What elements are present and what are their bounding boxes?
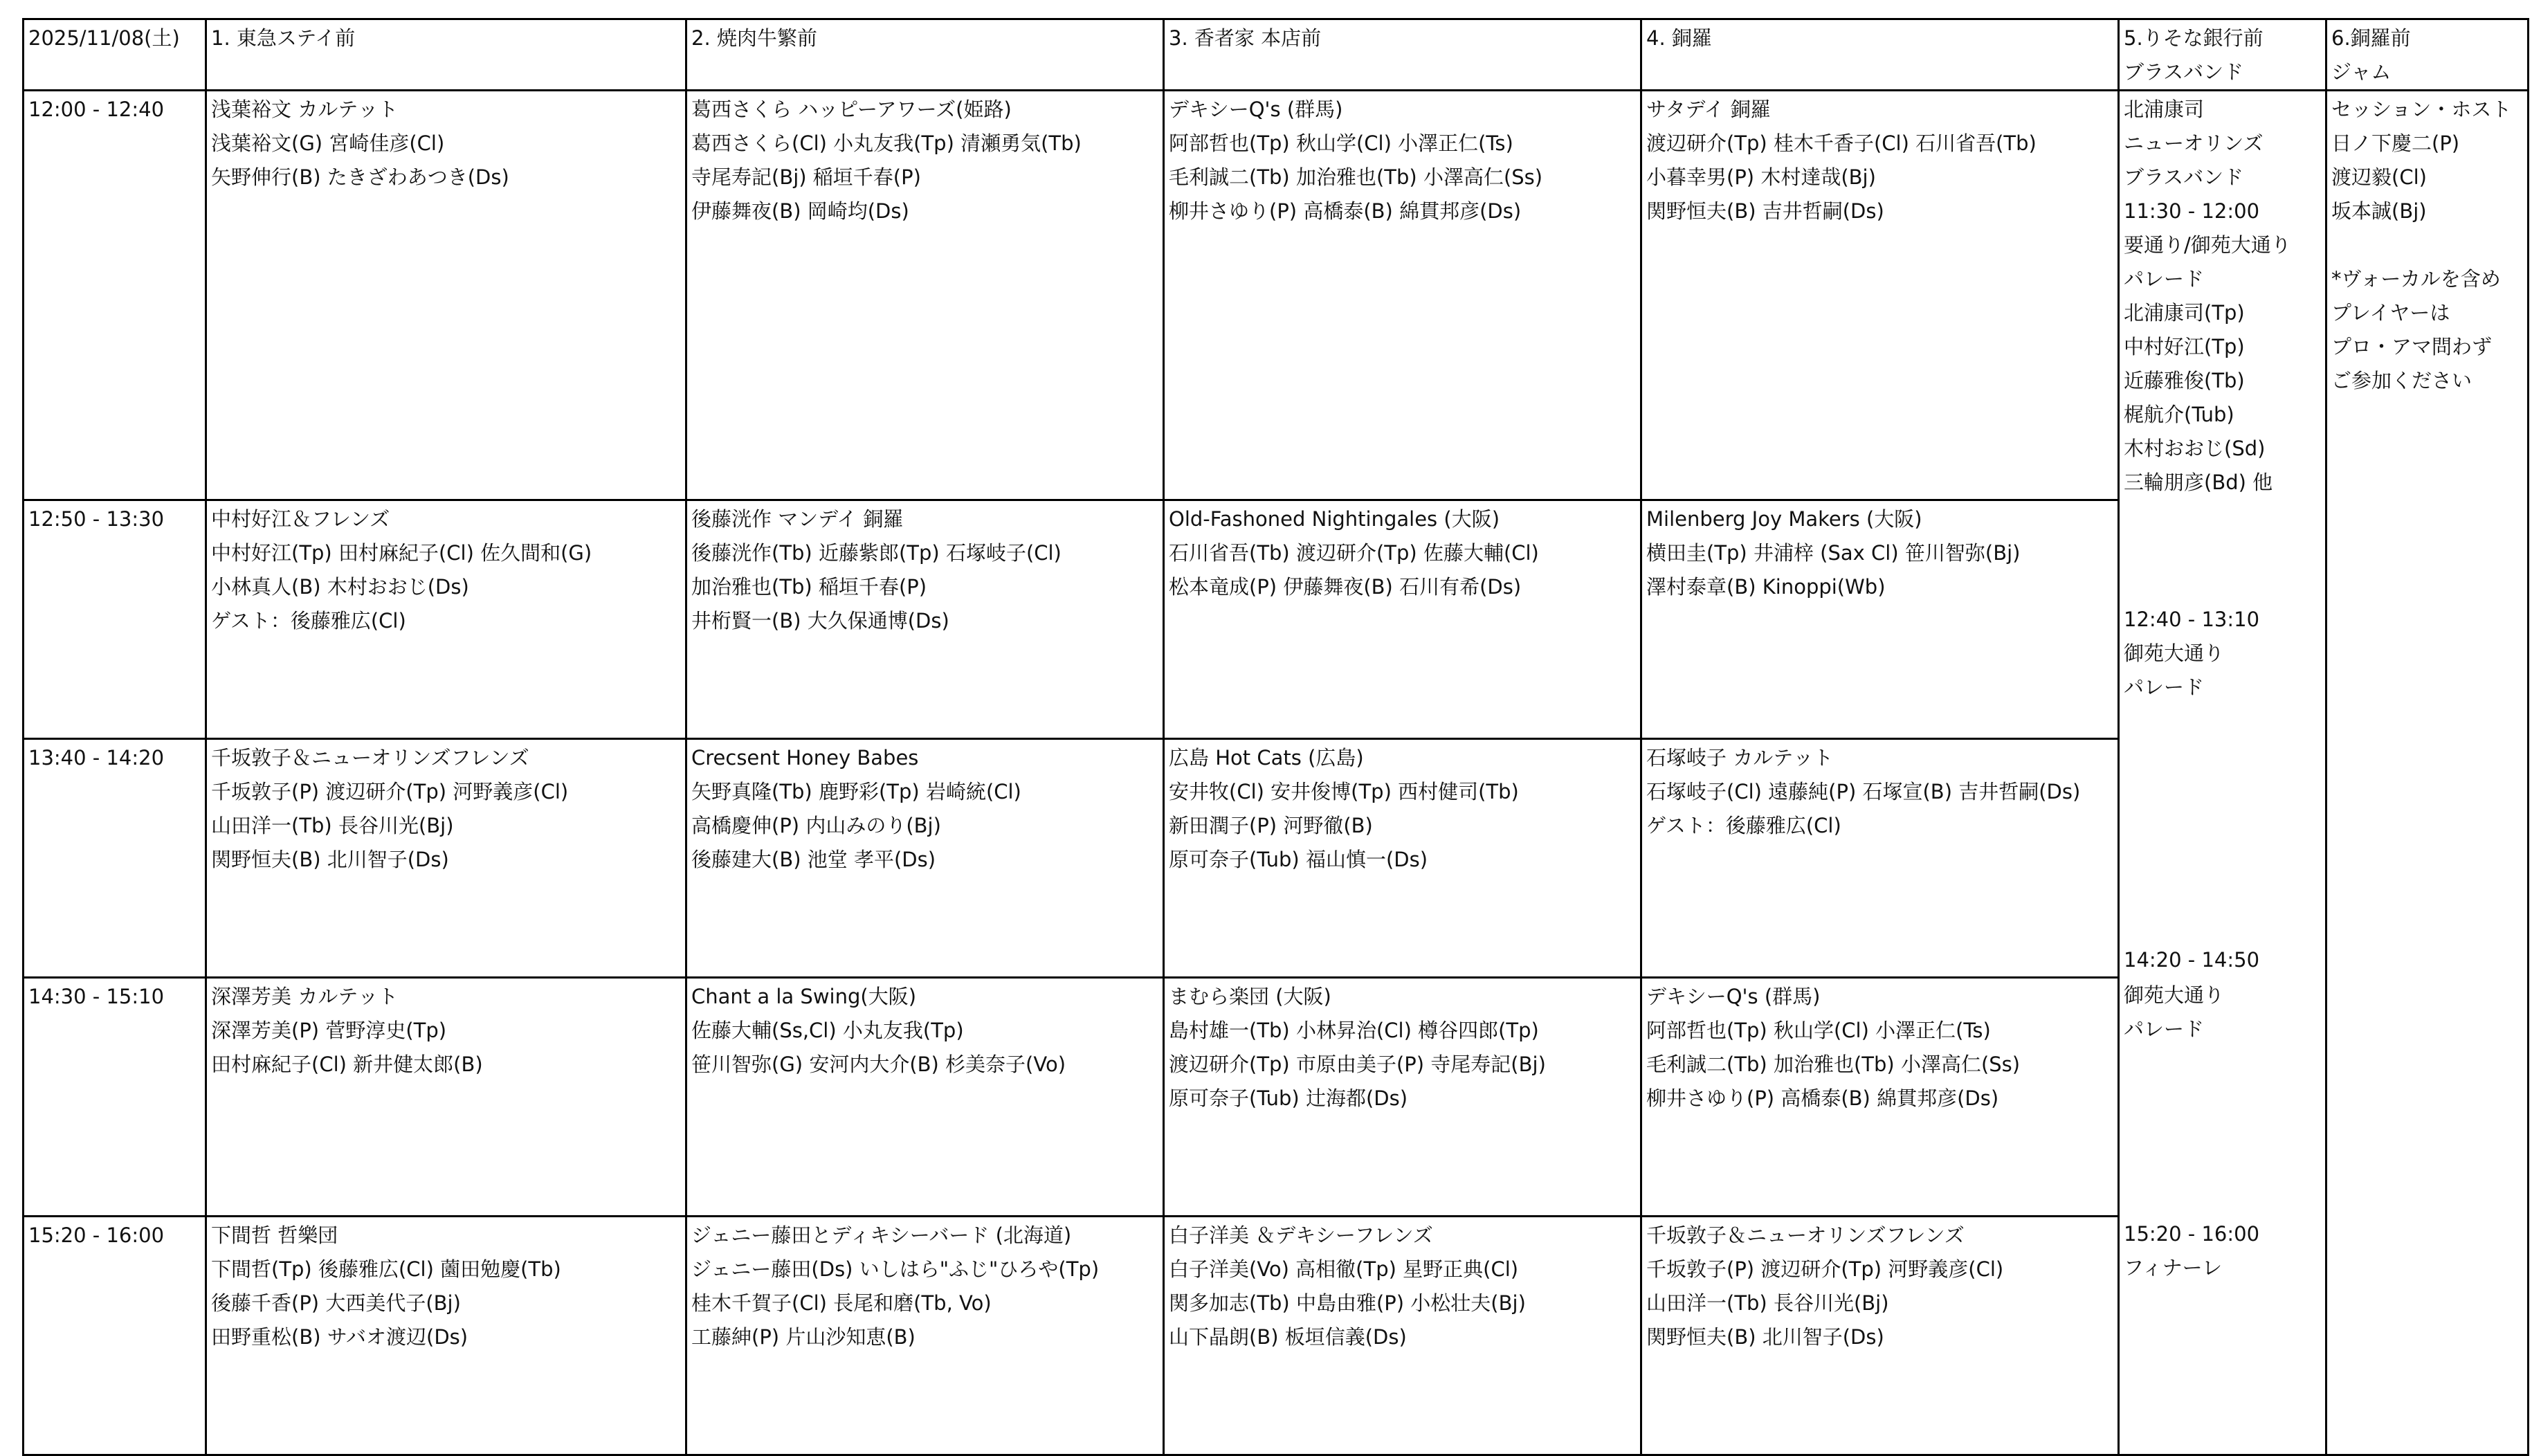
stage5-cell-parade: 14:20 - 14:50 xyxy=(2119,738,2326,977)
time-cell: 15:20 - 16:00 xyxy=(24,1216,206,1455)
stage5-cell-brass-band: 北浦康司 ニューオリンズ ブラスバンド 11:30 - 12:00 要通り/御苑大通り パレード 北浦康司(Tp) 中村好江(Tp) 近藤雅俊(Tb) 梶航介(Tub) 木村おおじ(Sd) 三輪朋彦(Bd) 他 xyxy=(2119,91,2326,500)
stage6-header: 6.銅羅前 ジャム xyxy=(2326,19,2529,91)
stage4-cell: サタデイ 銅羅 渡辺研介(Tp) 桂木千香子(Cl) 石川省吾(Tb) 小暮幸男(P) 木村達哉(Bj) 関野恒夫(B) 吉井哲嗣(Ds) xyxy=(1641,91,2119,500)
stage3-cell: Old-Fashoned Nightingales (大阪) 石川省吾(Tb) 渡辺研介(Tp) 佐藤大輔(Cl) 松本竜成(P) 伊藤舞夜(B) 石川有希(Ds) xyxy=(1164,500,1641,738)
stage5-cell-finale: 15:20 - 16:00 フィナーレ xyxy=(2119,1216,2326,1455)
stage4-cell: 千坂敦子＆ニューオリンズフレンズ 千坂敦子(P) 渡辺研介(Tp) 河野義彦(Cl) 山田洋一(Tb) 長谷川光(Bj) 関野恒夫(B) 北川智子(Ds) xyxy=(1641,1216,2119,1455)
stage6-cell-jam: セッション・ホスト 日ノ下慶二(P) 渡辺毅(Cl) 坂本誠(Bj) *ヴォーカルを含め プレイヤーは プロ・アマ問わず ご参加ください xyxy=(2326,91,2529,1455)
stage4-header: 4. 銅羅 xyxy=(1641,19,2119,91)
stage2-header: 2. 焼肉牛繁前 xyxy=(686,19,1164,91)
stage1-cell: 浅葉裕文 カルテット 浅葉裕文(G) 宮崎佳彦(Cl) 矢野伸行(B) たきざわあつき(Ds) xyxy=(206,91,686,500)
time-cell: 14:30 - 15:10 xyxy=(24,977,206,1216)
header-row xyxy=(24,19,2529,91)
stage3-cell: 広島 Hot Cats (広島) 安井牧(Cl) 安井俊博(Tp) 西村健司(Tb) 新田潤子(P) 河野徹(B) 原可奈子(Tub) 福山慎一(Ds) xyxy=(1164,738,1641,977)
time-cell: 12:50 - 13:30 xyxy=(24,500,206,738)
stage5-cell-parade: 12:40 - 13:10 御苑大通り パレード xyxy=(2119,500,2326,738)
stage1-cell: 下間哲 哲樂団 下間哲(Tp) 後藤雅広(Cl) 薗田勉慶(Tb) 後藤千香(P) 大西美代子(Bj) 田野重松(B) サバオ渡辺(Ds) xyxy=(206,1216,686,1455)
time-slot-row xyxy=(24,738,2529,977)
stage4-cell: 石塚岐子 カルテット 石塚岐子(Cl) 遠藤純(P) 石塚宣(B) 吉井哲嗣(Ds) ゲスト：後藤雅広(Cl) xyxy=(1641,738,2119,977)
time-slot-row xyxy=(24,91,2529,500)
stage2-cell: 後藤洸作 マンデイ 銅羅 後藤洸作(Tb) 近藤紫郎(Tp) 石塚岐子(Cl) 加治雅也(Tb) 稲垣千春(P) 井桁賢一(B) 大久保通博(Ds) xyxy=(686,500,1164,738)
date-header: 2025/11/08(土) xyxy=(24,19,206,91)
stage2-cell: Crecsent Honey Babes 矢野真隆(Tb) 鹿野彩(Tp) 岩崎統(Cl) 高橋慶伸(P) 内山みのり(Bj) 後藤建大(B) 池堂 孝平(Ds) xyxy=(686,738,1164,977)
stage5-cell-parade: 御苑大通り パレード xyxy=(2119,977,2326,1216)
stage3-cell: まむら楽団 (大阪) 島村雄一(Tb) 小林昇治(Cl) 樽谷四郎(Tp) 渡辺研介(Tp) 市原由美子(P) 寺尾寿記(Bj) 原可奈子(Tub) 辻海都(Ds) xyxy=(1164,977,1641,1216)
stage5-header: 5.りそな銀行前 ブラスバンド xyxy=(2119,19,2326,91)
stage1-cell: 中村好江＆フレンズ 中村好江(Tp) 田村麻紀子(Cl) 佐久間和(G) 小林真人(B) 木村おおじ(Ds) ゲスト：後藤雅広(Cl) xyxy=(206,500,686,738)
time-cell: 13:40 - 14:20 xyxy=(24,738,206,977)
stage1-cell: 千坂敦子＆ニューオリンズフレンズ 千坂敦子(P) 渡辺研介(Tp) 河野義彦(Cl) 山田洋一(Tb) 長谷川光(Bj) 関野恒夫(B) 北川智子(Ds) xyxy=(206,738,686,977)
stage2-cell: ジェニー藤田とディキシーバード (北海道) ジェニー藤田(Ds) いしはら"ふじ"ひろや(Tp) 桂木千賀子(Cl) 長尾和磨(Tb, Vo) 工藤紳(P) 片山沙知恵(B) xyxy=(686,1216,1164,1455)
stage3-cell: 白子洋美 ＆デキシーフレンズ 白子洋美(Vo) 高相徹(Tp) 星野正典(Cl) 関多加志(Tb) 中島由雅(P) 小松壮夫(Bj) 山下晶朗(B) 板垣信義(Ds) xyxy=(1164,1216,1641,1455)
time-slot-row xyxy=(24,977,2529,1216)
stage3-cell: デキシーQ's (群馬) 阿部哲也(Tp) 秋山学(Cl) 小澤正仁(Ts) 毛利誠二(Tb) 加治雅也(Tb) 小澤高仁(Ss) 柳井さゆり(P) 高橋泰(B) 綿貫邦彦(Ds) xyxy=(1164,91,1641,500)
stage3-header: 3. 香者家 本店前 xyxy=(1164,19,1641,91)
stage2-cell: Chant a la Swing(大阪) 佐藤大輔(Ss,Cl) 小丸友我(Tp) 笹川智弥(G) 安河内大介(B) 杉美奈子(Vo) xyxy=(686,977,1164,1216)
stage4-cell: デキシーQ's (群馬) 阿部哲也(Tp) 秋山学(Cl) 小澤正仁(Ts) 毛利誠二(Tb) 加治雅也(Tb) 小澤高仁(Ss) 柳井さゆり(P) 高橋泰(B) 綿貫邦彦(Ds) xyxy=(1641,977,2119,1216)
stage1-cell: 深澤芳美 カルテット 深澤芳美(P) 菅野淳史(Tp) 田村麻紀子(Cl) 新井健太郎(B) xyxy=(206,977,686,1216)
schedule-table xyxy=(22,18,2529,1456)
stage2-cell: 葛西さくら ハッピーアワーズ(姫路) 葛西さくら(Cl) 小丸友我(Tp) 清瀬勇気(Tb) 寺尾寿記(Bj) 稲垣千春(P) 伊藤舞夜(B) 岡崎均(Ds) xyxy=(686,91,1164,500)
time-slot-row xyxy=(24,500,2529,738)
time-slot-row xyxy=(24,1216,2529,1455)
time-cell: 12:00 - 12:40 xyxy=(24,91,206,500)
stage1-header: 1. 東急ステイ前 xyxy=(206,19,686,91)
stage4-cell: Milenberg Joy Makers (大阪) 横田圭(Tp) 井浦梓 (Sax Cl) 笹川智弥(Bj) 澤村泰章(B) Kinoppi(Wb) xyxy=(1641,500,2119,738)
